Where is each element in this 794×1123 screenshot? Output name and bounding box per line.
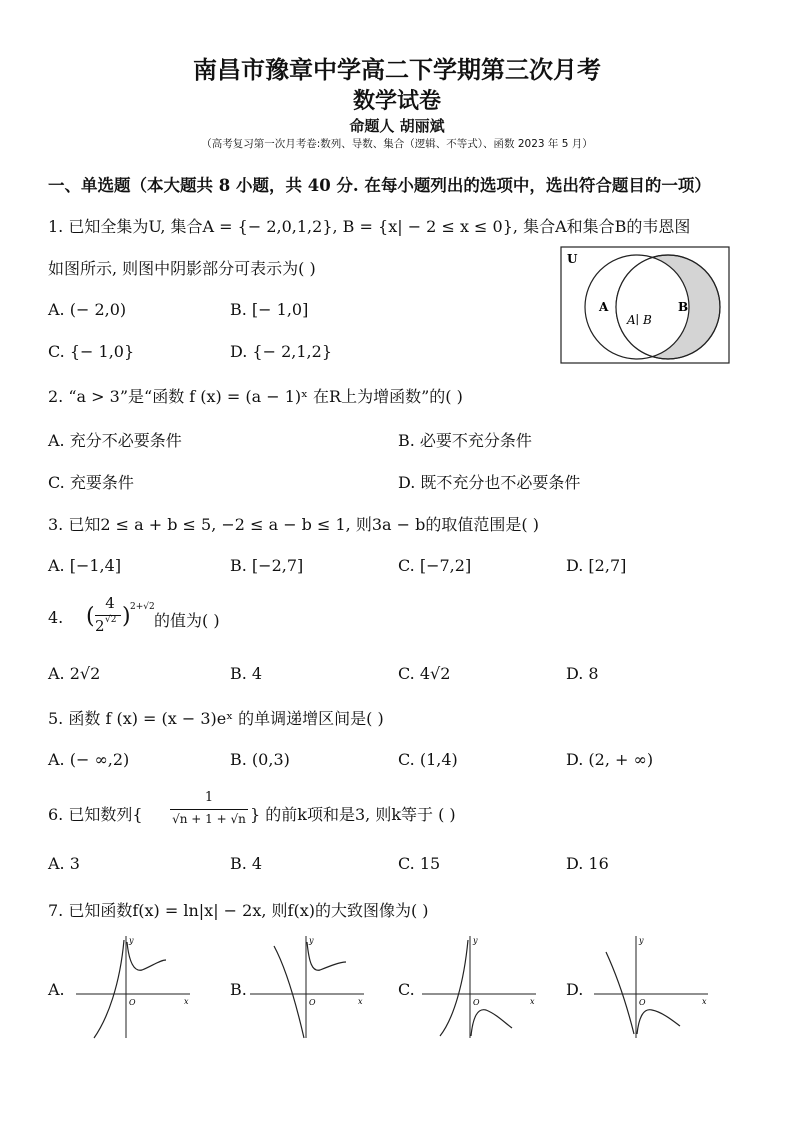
graph-d-y-label: y bbox=[639, 936, 644, 945]
q3-option-c[interactable]: C. [−7,2] bbox=[398, 556, 472, 575]
graph-b-y-label: y bbox=[309, 936, 314, 945]
q4-fraction-numerator: 4 bbox=[105, 594, 115, 612]
graph-b-curve-right bbox=[307, 942, 346, 970]
q4-stem-tail: 的值为( ) bbox=[154, 611, 220, 630]
section-heading: 一、单选题（本大题共 8 小题，共 40 分. 在每小题列出的选项中，选出符合题目的一项） bbox=[48, 176, 711, 195]
graph-a-y-label: y bbox=[129, 936, 134, 945]
q6-fraction-bar bbox=[170, 809, 248, 810]
q1-stem-line1: 1. 已知全集为U, 集合A = {− 2,0,1,2}, B = {x| − 2 ≤ x ≤ 0}, 集合A和集合B的韦恩图 bbox=[48, 217, 691, 236]
q4-option-c[interactable]: C. 4√2 bbox=[398, 664, 451, 683]
graph-b-curve-left bbox=[274, 946, 304, 1038]
q1-option-d[interactable]: D. {− 2,1,2} bbox=[230, 342, 332, 361]
q4-fraction-denominator: 2 bbox=[95, 617, 105, 635]
graph-c-y-label: y bbox=[473, 936, 478, 945]
q4-expression: ( 4 2 √2 ) 2+√2 bbox=[86, 594, 155, 635]
q7-option-c-label[interactable]: C. bbox=[398, 980, 415, 999]
q2-option-b[interactable]: B. 必要不充分条件 bbox=[398, 431, 532, 450]
q7-stem: 7. 已知函数f(x) = ln|x| − 2x, 则f(x)的大致图像为( ) bbox=[48, 901, 429, 920]
q3-option-a[interactable]: A. [−1,4] bbox=[48, 556, 122, 575]
q4-denominator-exponent: √2 bbox=[105, 615, 117, 625]
exam-scope: （高考复习第一次月考卷:数列、导数、集合（逻辑、不等式）、函数 2023 年 5 月） bbox=[201, 138, 593, 150]
q6-option-d[interactable]: D. 16 bbox=[566, 854, 609, 873]
q2-stem: 2. “a > 3”是“函数 f (x) = (a − 1)ˣ 在R上为增函数”的( ) bbox=[48, 387, 463, 406]
graph-c-curve-right bbox=[471, 1010, 512, 1036]
q6-option-a[interactable]: A. 3 bbox=[48, 854, 80, 873]
graph-b-origin: O bbox=[309, 998, 316, 1007]
q4-option-d[interactable]: D. 8 bbox=[566, 664, 599, 683]
q4-number: 4. bbox=[48, 608, 64, 627]
q3-stem: 3. 已知2 ≤ a + b ≤ 5, −2 ≤ a − b ≤ 1, 则3a − b的取值范围是( ) bbox=[48, 515, 539, 534]
q5-option-d[interactable]: D. (2, + ∞) bbox=[566, 750, 654, 769]
graph-b-x-label: x bbox=[358, 997, 363, 1006]
graph-d-curve-left bbox=[606, 952, 634, 1034]
q7-graph-c[interactable] bbox=[420, 932, 540, 1044]
graph-a-x-label: x bbox=[184, 997, 189, 1006]
q4-outer-exponent: 2+√2 bbox=[130, 602, 155, 612]
exam-title: 南昌市豫章中学高二下学期第三次月考 bbox=[193, 56, 601, 84]
q7-option-a-label[interactable]: A. bbox=[48, 980, 65, 999]
q5-option-a[interactable]: A. (− ∞,2) bbox=[48, 750, 130, 769]
q5-option-b[interactable]: B. (0,3) bbox=[230, 750, 290, 769]
q7-option-b-label[interactable]: B. bbox=[230, 980, 247, 999]
graph-a-origin: O bbox=[129, 998, 136, 1007]
q1-option-a[interactable]: A. (− 2,0) bbox=[48, 300, 127, 319]
q5-stem: 5. 函数 f (x) = (x − 3)eˣ 的单调递增区间是( ) bbox=[48, 709, 384, 728]
q6-fraction bbox=[168, 790, 250, 832]
venn-diagram bbox=[560, 246, 730, 366]
q6-stem-head: 6. 已知数列{ bbox=[48, 805, 143, 824]
venn-label-a: A bbox=[599, 300, 609, 314]
q1-option-b[interactable]: B. [− 1,0] bbox=[230, 300, 309, 319]
graph-d-curve-right bbox=[637, 1010, 680, 1034]
q2-option-a[interactable]: A. 充分不必要条件 bbox=[48, 431, 182, 450]
q6-option-c[interactable]: C. 15 bbox=[398, 854, 441, 873]
q7-graph-b[interactable] bbox=[248, 932, 368, 1044]
q1-option-c[interactable]: C. {− 1,0} bbox=[48, 342, 135, 361]
q4-option-a[interactable]: A. 2√2 bbox=[48, 664, 101, 683]
exam-author: 命题人 胡丽斌 bbox=[349, 117, 445, 135]
exam-subtitle: 数学试卷 bbox=[352, 89, 441, 114]
q3-option-b[interactable]: B. [−2,7] bbox=[230, 556, 304, 575]
graph-c-x-label: x bbox=[530, 997, 535, 1006]
q2-option-d[interactable]: D. 既不充分也不必要条件 bbox=[398, 473, 581, 492]
graph-a-curve-left bbox=[94, 940, 124, 1038]
graph-a-curve-right bbox=[127, 942, 166, 970]
q2-option-c[interactable]: C. 充要条件 bbox=[48, 473, 134, 492]
graph-c-origin: O bbox=[473, 998, 480, 1007]
q5-option-c[interactable]: C. (1,4) bbox=[398, 750, 458, 769]
q6-stem-tail: } 的前k项和是3, 则k等于 ( ) bbox=[250, 805, 456, 824]
graph-c-curve-left bbox=[440, 940, 468, 1036]
graph-d-x-label: x bbox=[702, 997, 707, 1006]
venn-label-intersection: A∣ B bbox=[627, 313, 652, 327]
venn-label-b: B bbox=[678, 300, 689, 314]
graph-d-origin: O bbox=[639, 998, 646, 1007]
q7-option-d-label[interactable]: D. bbox=[566, 980, 584, 999]
q1-stem-line2: 如图所示, 则图中阴影部分可表示为( ) bbox=[48, 259, 316, 278]
q4-option-b[interactable]: B. 4 bbox=[230, 664, 263, 683]
q6-fraction-denominator: √n + 1 + √n bbox=[172, 812, 246, 826]
q6-option-b[interactable]: B. 4 bbox=[230, 854, 263, 873]
venn-label-u: U bbox=[567, 252, 578, 266]
q7-graph-d[interactable] bbox=[592, 932, 712, 1044]
q7-graph-a[interactable] bbox=[74, 932, 194, 1044]
q3-option-d[interactable]: D. [2,7] bbox=[566, 556, 627, 575]
q6-fraction-numerator: 1 bbox=[204, 790, 214, 805]
